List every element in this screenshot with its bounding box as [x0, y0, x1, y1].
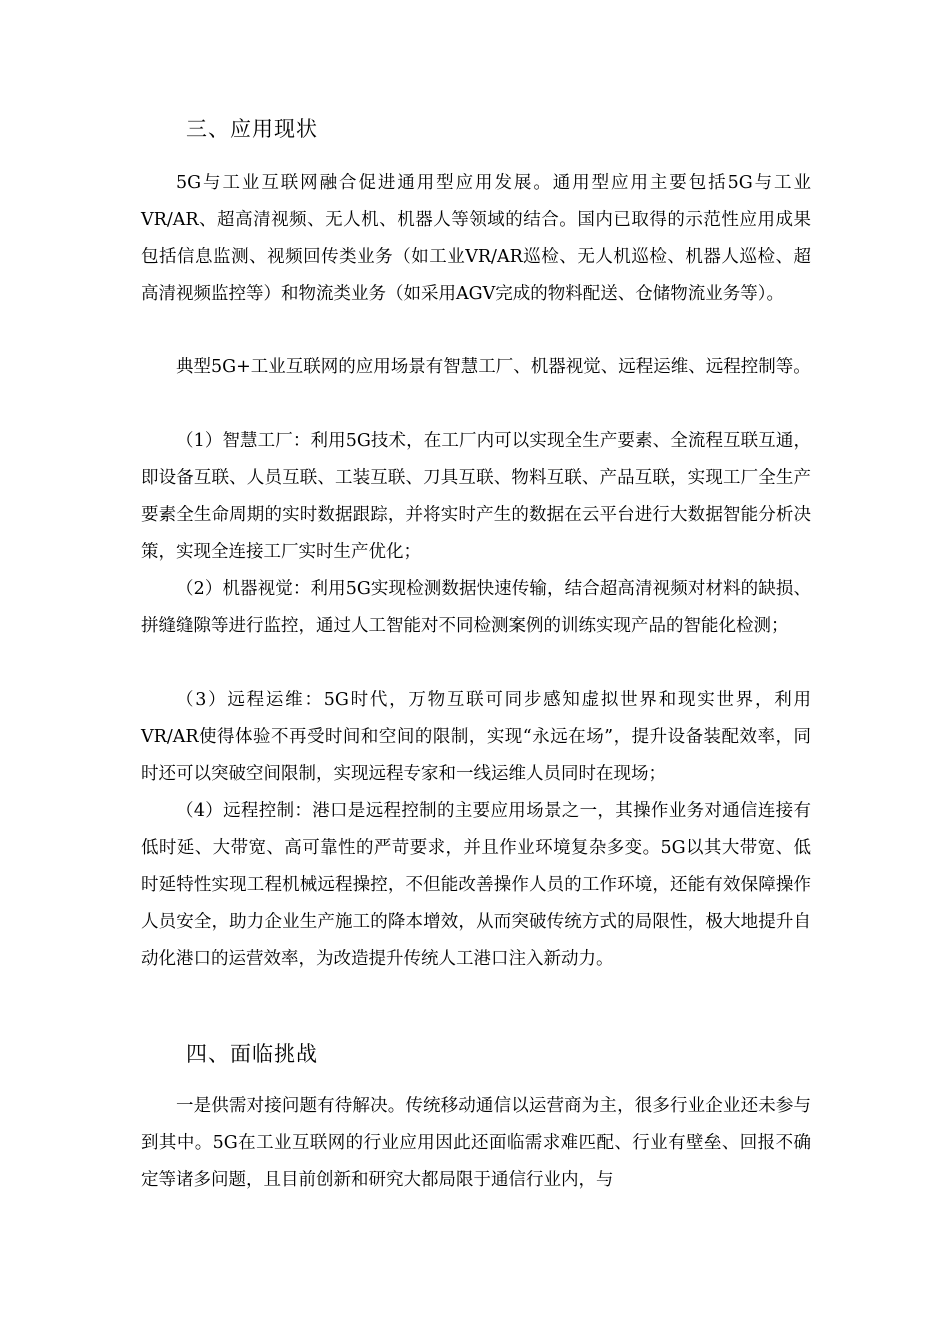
paragraph-smart-factory: （1）智慧工厂：利用5G技术，在工厂内可以实现全生产要素、全流程互联互通，即设备互联、人员互联、工装互联、刀具互联、物料互联、产品互联，实现工厂全生产要素全生命周期的实时数据跟踪，并将实时产生的数据在云平台进行大数据智能分析决策，实现全连接工厂实时生产优化； [141, 431, 811, 562]
paragraph-typical-scenarios: 典型5G+工业互联网的应用场景有智慧工厂、机器视觉、远程运维、远程控制等。 [176, 357, 811, 377]
paragraph-machine-vision: （2）机器视觉：利用5G实现检测数据快速传输，结合超高清视频对材料的缺损、拼缝缝隙等进行监控，通过人工智能对不同检测案例的训练实现产品的智能化检测； [141, 579, 811, 636]
paragraph-remote-maintenance: （3）远程运维：5G时代，万物互联可同步感知虚拟世界和现实世界，利用VR/AR使得体验不再受时间和空间的限制，实现“永远在场”，提升设备装配效率，同时还可以突破空间限制，实现远程专家和一线运维人员同时在现场； [141, 690, 811, 784]
section-heading-application-status: 三、应用现状 [186, 117, 318, 141]
paragraph-remote-control: （4）远程控制：港口是远程控制的主要应用场景之一，其操作业务对通信连接有低时延、大带宽、高可靠性的严苛要求，并且作业环境复杂多变。5G以其大带宽、低时延特性实现工程机械远程操控，不但能改善操作人员的工作环境，还能有效保障操作人员安全，助力企业生产施工的降本增效，从而突破传统方式的局限性，极大地提升自动化港口的运营效率，为改造提升传统人工港口注入新动力。 [141, 801, 811, 969]
section-heading-challenges: 四、面临挑战 [186, 1042, 318, 1066]
paragraph-general-applications: 5G与工业互联网融合促进通用型应用发展。通用型应用主要包括5G与工业VR/AR、超高清视频、无人机、机器人等领域的结合。国内已取得的示范性应用成果包括信息监测、视频回传类业务（如工业VR/AR巡检、无人机巡检、机器人巡检、超高清视频监控等）和物流类业务（如采用AGV完成的物料配送、仓储物流业务等）。 [141, 173, 811, 304]
paragraph-supply-demand: 一是供需对接问题有待解决。传统移动通信以运营商为主，很多行业企业还未参与到其中。5G在工业互联网的行业应用因此还面临需求难匹配、行业有壁垒、回报不确定等诸多问题，且目前创新和研究大都局限于通信行业内，与 [141, 1096, 811, 1190]
